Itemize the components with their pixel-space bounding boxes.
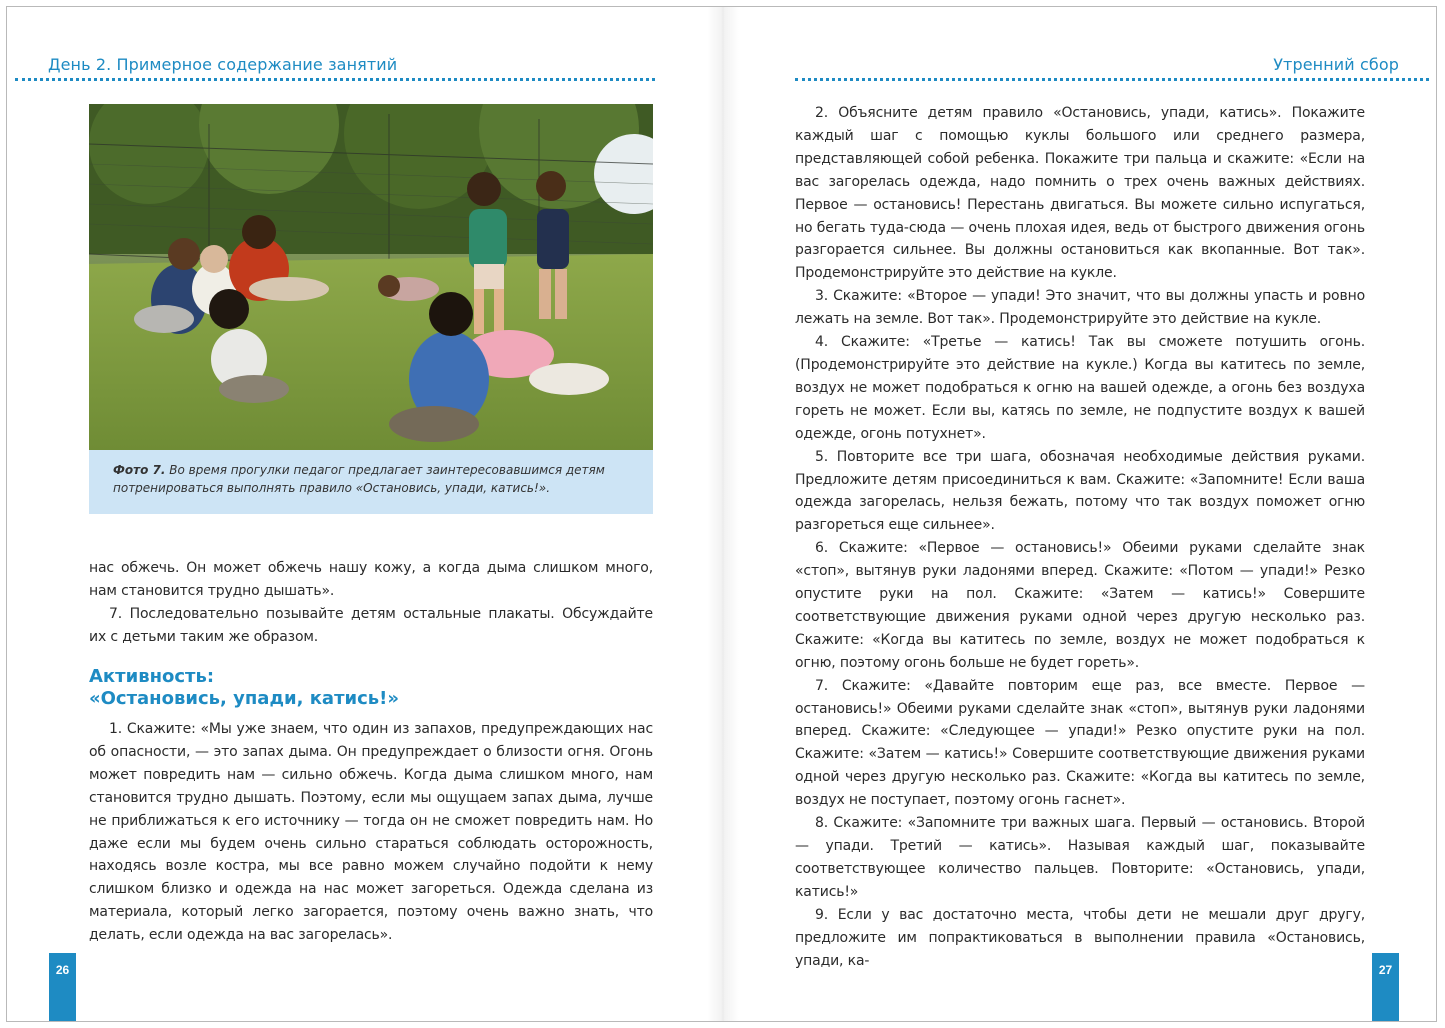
children-outdoor-photo	[89, 104, 653, 450]
activity-heading-line1: Активность:	[89, 666, 215, 687]
paragraph: 8. Скажите: «Запомните три важных шага. Первый — остановись. Второй — упади. Третий — катись». Называя каждый шаг, показывайте соответствующее количество пальцев. Повторите: «Остановись, упади, катись!»	[795, 815, 1365, 900]
paragraph: 3. Скажите: «Второе — упади! Это значит, что вы должны упасть и ровно лежать на земле. Вот так». Продемонстрируйте это действие на кукле.	[795, 288, 1365, 328]
caption-text: Во время прогулки педагог предлагает заинтересовавшимся детям потренироваться выполнять правило «Остановись, упади, катись!».	[113, 463, 605, 495]
right-running-header: Утренний сбор	[1273, 55, 1399, 74]
photo-illustration	[89, 104, 653, 450]
paragraph: 6. Скажите: «Первое — остановись!» Обеими руками сделайте знак «стоп», вытянув руки ладонями вперед. Скажите: «Потом — упади!» Резко опустите руки на пол. Скажите: «Затем — катись!» Совершите соответствующие движения руками одной через другую несколько раз. Скажите: «Когда вы катитесь по земле, воздух не может подобраться к огню, поэтому огонь больше не будет гореть».	[795, 540, 1365, 671]
paragraph: 2. Объясните детям правило «Остановись, упади, катись». Покажите каждый шаг с помощью куклы большого или среднего размера, представляющей собой ребенка. Покажите три пальца и скажите: «Если на вас загорелась одежда, надо помнить о трех очень важных действиях. Первое — остановись! Перестань двигаться. Вы можете сильно испугаться, но бегать туда-сюда — очень плохая идея, ведь от быстрого движения огонь разгорается сильнее. Вы должны остановиться как вкопанные. Вот так». Продемонстрируйте это действие на кукле.	[795, 105, 1365, 282]
activity-heading	[89, 666, 399, 710]
activity-text	[89, 718, 653, 947]
right-page	[723, 7, 1438, 1021]
book-spread	[6, 6, 1437, 1022]
paragraph: 9. Если у вас достаточно места, чтобы дети не мешали друг другу, предложите им попрактиковаться в выполнении правила «Остановись, упади, ка-	[795, 906, 1365, 969]
photo-caption	[89, 450, 653, 514]
right-column-text	[795, 102, 1365, 972]
left-running-header: День 2. Примерное содержание занятий	[48, 55, 398, 74]
paragraph: 4. Скажите: «Третье — катись! Так вы сможете потушить огонь. (Продемонстрируйте это действие на кукле.) Когда вы катитесь по земле, воздух не может подобраться к огню на вашей одежде, а огонь без воздуха гореть не может. Если вы, катясь по земле, не подпустите воздух к вашей одежде, огонь потухнет».	[795, 334, 1365, 442]
activity-heading-line2: «Остановись, упади, катись!»	[89, 688, 400, 709]
left-continuation-text	[89, 557, 653, 649]
left-page	[7, 7, 723, 1021]
paragraph: 7. Скажите: «Давайте повторим еще раз, все вместе. Первое — остановись!» Обеими руками сделайте знак «стоп», вытянув руки ладонями вперед. Скажите: «Следующее — упади!» Резко опустите руки на пол. Скажите: «Затем — катись!» Совершите соответствующие движения руками одной через другую несколько раз. Скажите: «Когда вы катитесь по земле, воздух не поступает, поэтому огонь гаснет».	[795, 677, 1365, 809]
caption-label: Фото 7.	[113, 463, 166, 477]
page-number-left: 26	[49, 953, 76, 1021]
paragraph: 7. Последовательно позывайте детям остальные плакаты. Обсуждайте их с детьми таким же образом.	[89, 605, 653, 645]
paragraph: 5. Повторите все три шага, обозначая необходимые действия руками. Предложите детям присоединиться к вам. Скажите: «Запомните! Если ваша одежда загорелась, нельзя бежать, потому что так воздух поможет огню разгореться еще сильнее».	[795, 448, 1365, 534]
paragraph: нас обжечь. Он может обжечь нашу кожу, а когда дыма слишком много, нам становится трудно дышать».	[89, 560, 653, 599]
page-number-right: 27	[1372, 953, 1399, 1021]
left-header-rule	[15, 78, 655, 81]
paragraph: 1. Скажите: «Мы уже знаем, что один из запахов, предупреждающих нас об опасности, — это запах дыма. Он предупреждает о близости огня. Огонь может повредить нам — сильно обжечь. Когда дыма слишком много, нам становится трудно дышать. Поэтому, если мы ощущаем запах дыма, лучше не приближаться к его источнику — тогда он не сможет повредить нам. Но даже если мы будем очень сильно стараться соблюдать осторожность, находясь возле костра, мы все равно можем случайно подойти к нему слишком близко и одежда на нас может загореться. Одежда сделана из материала, который легко загорается, поэтому очень важно знать, что делать, если одежда на вас загорелась».	[89, 721, 653, 944]
right-header-rule	[795, 78, 1429, 81]
